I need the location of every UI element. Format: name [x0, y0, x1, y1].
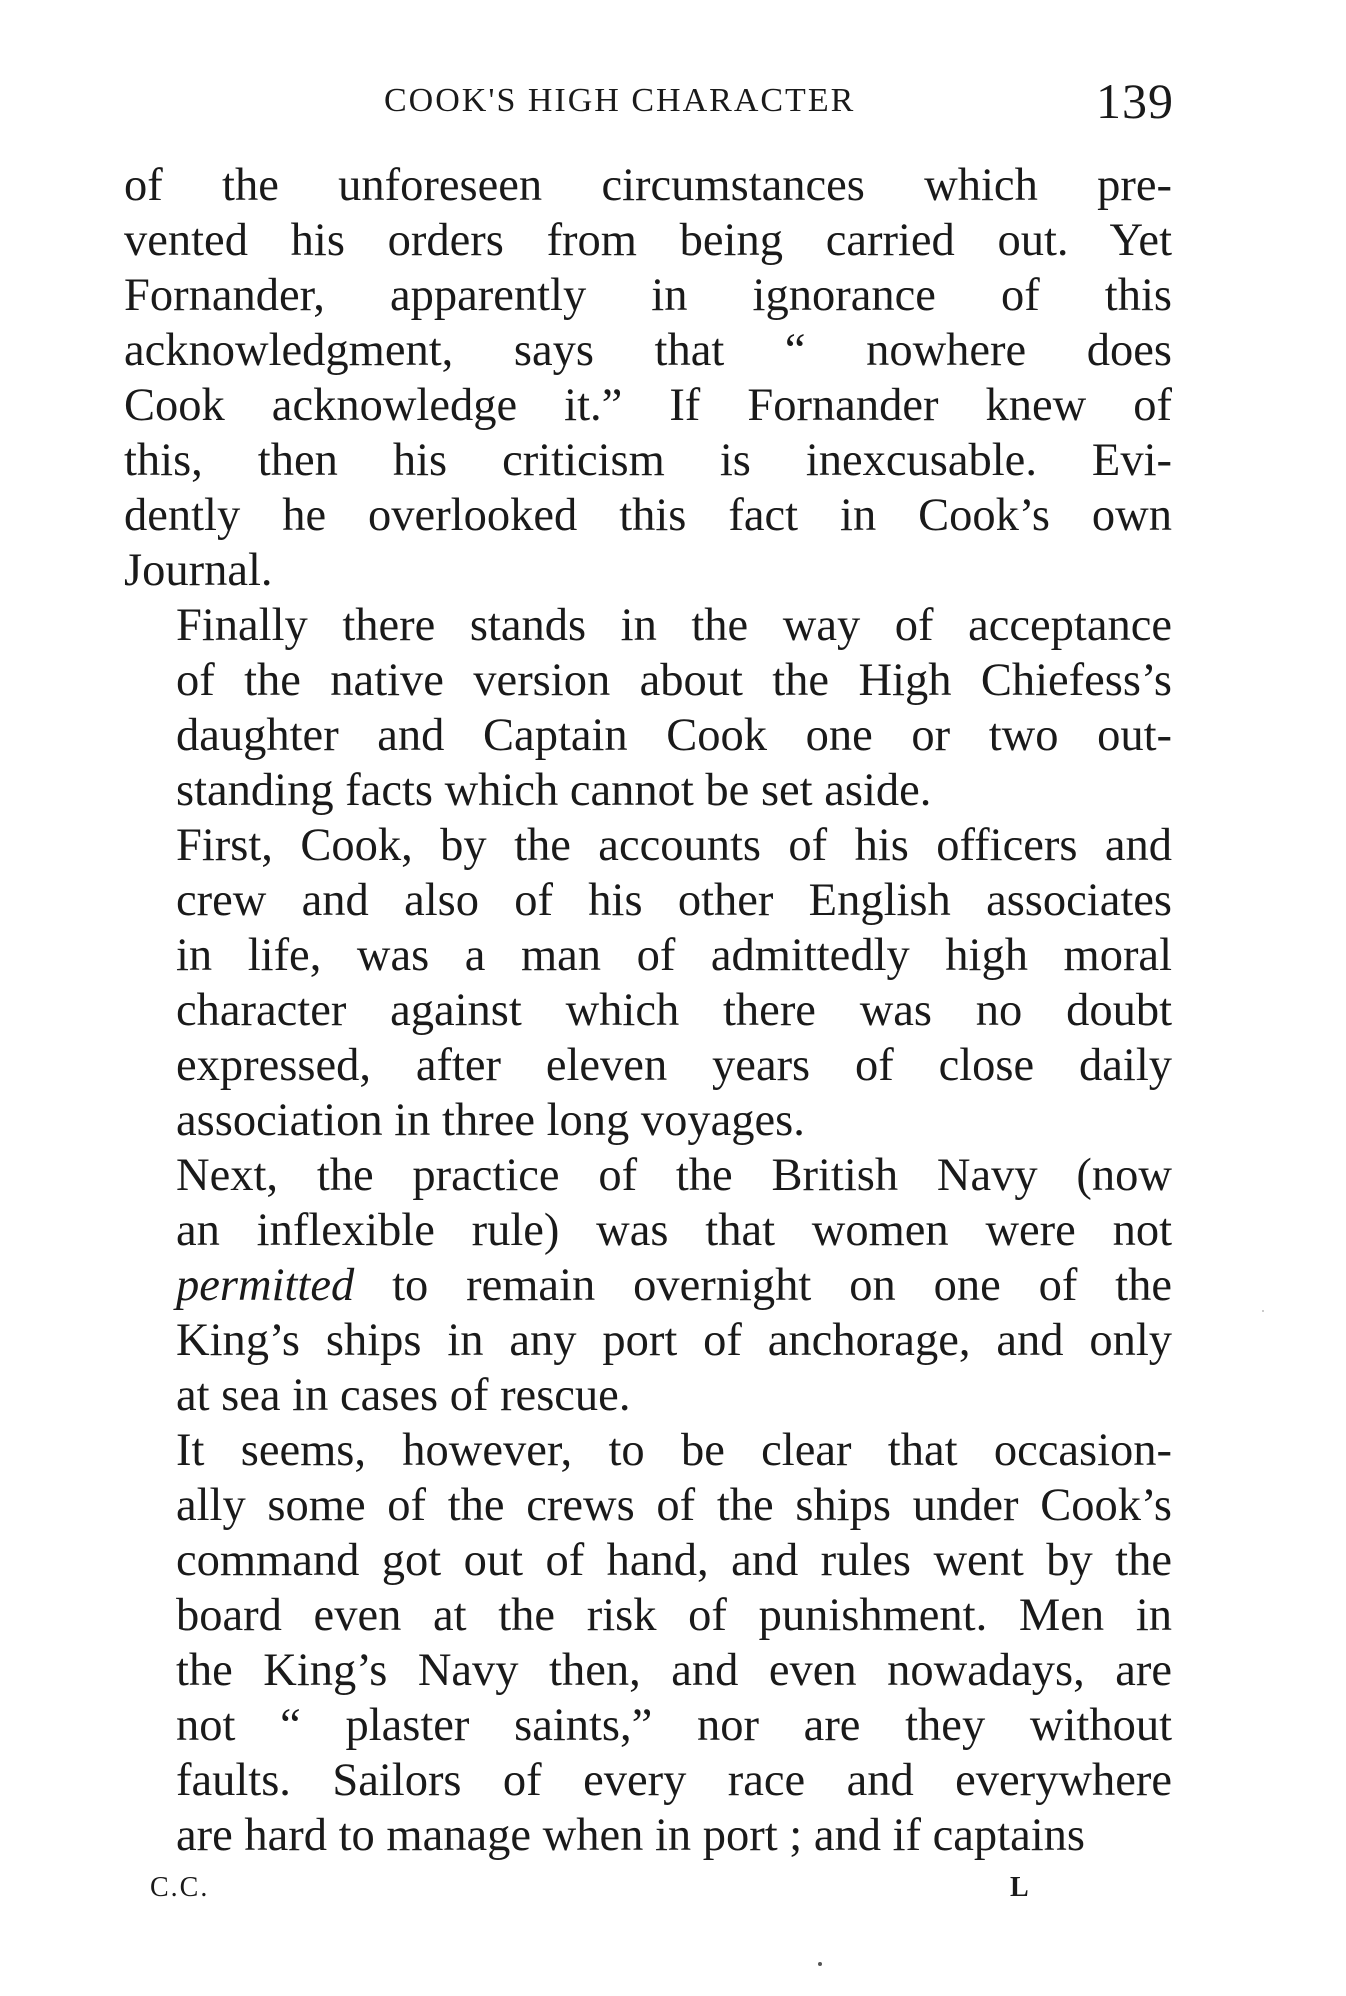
text-line: acknowledgment, says that “ nowhere does [124, 325, 1172, 376]
text-line: of the native version about the High Chiefess’s [176, 655, 1172, 706]
text-line: crew and also of his other English associates [176, 875, 1172, 926]
text-line: association in three long voyages. [176, 1095, 805, 1146]
paper-speck [1262, 1310, 1264, 1312]
text-line: ally some of the crews of the ships under Cook’s [176, 1480, 1172, 1531]
text-line: not “ plaster saints,” nor are they without [176, 1700, 1172, 1751]
paragraph [124, 598, 1172, 818]
italic-word: permitted [176, 1260, 355, 1311]
text-line: faults. Sailors of every race and everywhere [176, 1755, 1172, 1806]
paper-speck [818, 1962, 822, 1966]
text-line: Journal. [124, 545, 273, 596]
text-line: are hard to manage when in port ; and if captains [176, 1810, 1085, 1861]
text-line: standing facts which cannot be set aside. [176, 765, 932, 816]
text-line: dently he overlooked this fact in Cook’s own [124, 490, 1172, 541]
text-line: permitted to remain overnight on one of the [176, 1260, 1172, 1311]
text-line: It seems, however, to be clear that occasion- [176, 1425, 1172, 1476]
signature-letter: L [1010, 1872, 1031, 1903]
paragraph [124, 1423, 1172, 1863]
text-line: character against which there was no doubt [176, 985, 1172, 1036]
text-line: command got out of hand, and rules went by the [176, 1535, 1172, 1586]
signature-mark: C.C. [150, 1872, 210, 1903]
paragraph [124, 1148, 1172, 1423]
text-line: Next, the practice of the British Navy (now [176, 1150, 1172, 1201]
paragraph [124, 158, 1172, 598]
running-head [124, 73, 1174, 138]
text-line: an inflexible rule) was that women were not [176, 1205, 1172, 1256]
page-footer [150, 1872, 1050, 1912]
text-line: this, then his criticism is inexcusable. Evi- [124, 435, 1172, 486]
body-text [124, 158, 1172, 1863]
text-line: First, Cook, by the accounts of his officers and [176, 820, 1172, 871]
running-title: COOK'S HIGH CHARACTER [384, 82, 856, 119]
page-number: 139 [1096, 73, 1174, 129]
text-line: of the unforeseen circumstances which pre- [124, 160, 1172, 211]
paragraph [124, 818, 1172, 1148]
text-line: expressed, after eleven years of close daily [176, 1040, 1172, 1091]
text-line: King’s ships in any port of anchorage, and only [176, 1315, 1172, 1366]
text-line: Finally there stands in the way of acceptance [176, 600, 1172, 651]
text-line: at sea in cases of rescue. [176, 1370, 631, 1421]
text-line: board even at the risk of punishment. Men in [176, 1590, 1172, 1641]
text-line: the King’s Navy then, and even nowadays, are [176, 1645, 1172, 1696]
text-line: daughter and Captain Cook one or two out- [176, 710, 1172, 761]
text-line: Cook acknowledge it.” If Fornander knew of [124, 380, 1172, 431]
text-line: vented his orders from being carried out. Yet [124, 215, 1172, 266]
text-line: Fornander, apparently in ignorance of this [124, 270, 1172, 321]
text-line: in life, was a man of admittedly high moral [176, 930, 1172, 981]
